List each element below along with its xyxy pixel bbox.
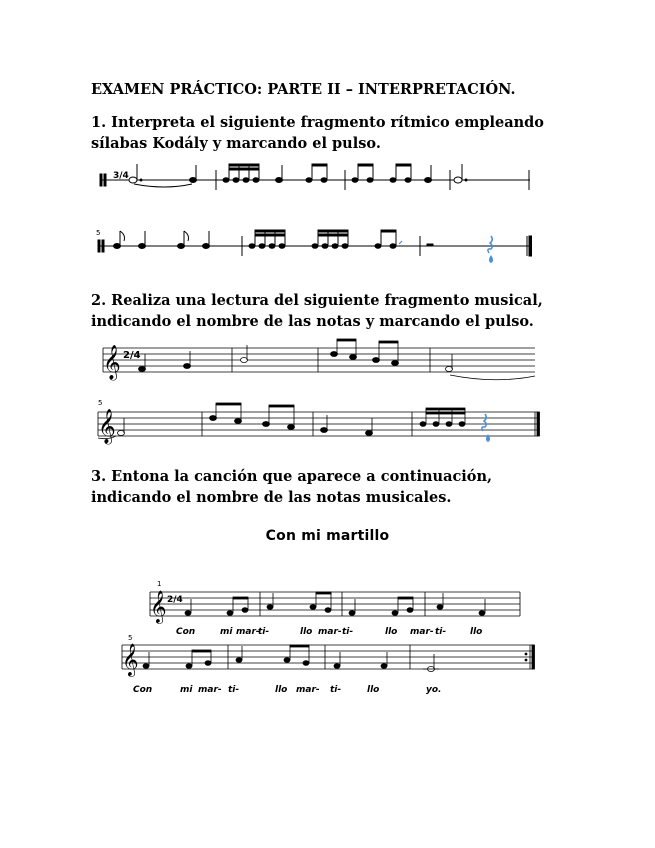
question-1: 1. Interpreta el siguiente fragmento rítmico empleando sílabas Kodály y marcando el pulso.: [91, 114, 544, 152]
svg-text:ti-: ti-: [228, 685, 240, 695]
svg-text:2/4: 2/4: [167, 595, 183, 605]
svg-text:llo: llo: [275, 685, 288, 695]
lyrics-line-2: [133, 685, 441, 695]
svg-text:mar-: mar-: [410, 627, 434, 637]
treble-clef-icon: 𝄞: [150, 590, 167, 623]
song-title: Con mi martillo: [265, 528, 390, 544]
melody-staff-2: [0, 396, 655, 452]
svg-text:ti-: ti-: [435, 627, 447, 637]
svg-text:mar-: mar-: [236, 627, 260, 637]
svg-text:yo.: yo.: [426, 685, 442, 695]
treble-clef-icon: 𝄞: [122, 643, 139, 676]
svg-text:Con: Con: [176, 627, 196, 637]
measure-number: 5: [96, 229, 101, 237]
measure-number: 1: [157, 580, 162, 588]
melody-staff-1: [0, 336, 655, 386]
svg-text:llo: llo: [385, 627, 398, 637]
svg-text:mi: mi: [180, 685, 193, 695]
svg-text:ti-: ti-: [330, 685, 342, 695]
exam-title: EXAMEN PRÁCTICO: PARTE II – INTERPRETACIÓN.: [91, 81, 516, 98]
svg-text:mar-: mar-: [318, 627, 342, 637]
svg-text:mi: mi: [220, 627, 233, 637]
svg-text:llo: llo: [367, 685, 380, 695]
song-staff-2: [0, 632, 655, 698]
svg-text:mar-: mar-: [198, 685, 222, 695]
question-3: 3. Entona la canción que aparece a continuación, indicando el nombre de las notas musicales.: [91, 468, 493, 506]
rhythm-line-1: [0, 160, 655, 200]
treble-clef-icon: 𝄞: [98, 409, 116, 444]
svg-text:ti-: ti-: [258, 627, 270, 637]
svg-text:llo: llo: [300, 627, 313, 637]
rhythm-line-2: [0, 226, 655, 270]
svg-text:mar-: mar-: [296, 685, 320, 695]
measure-number: 5: [128, 634, 133, 642]
measure-number: 5: [98, 399, 103, 407]
treble-clef-icon: 𝄞: [103, 345, 121, 380]
time-sig-top: 3/4: [113, 171, 129, 181]
svg-text:ti-: ti-: [342, 627, 354, 637]
question-2: 2. Realiza una lectura del siguiente fragmento musical, indicando el nombre de las notas y marcando el pulso.: [91, 292, 543, 330]
svg-text:Con: Con: [133, 685, 153, 695]
svg-text:2/4: 2/4: [123, 350, 141, 361]
svg-text:llo: llo: [470, 627, 483, 637]
